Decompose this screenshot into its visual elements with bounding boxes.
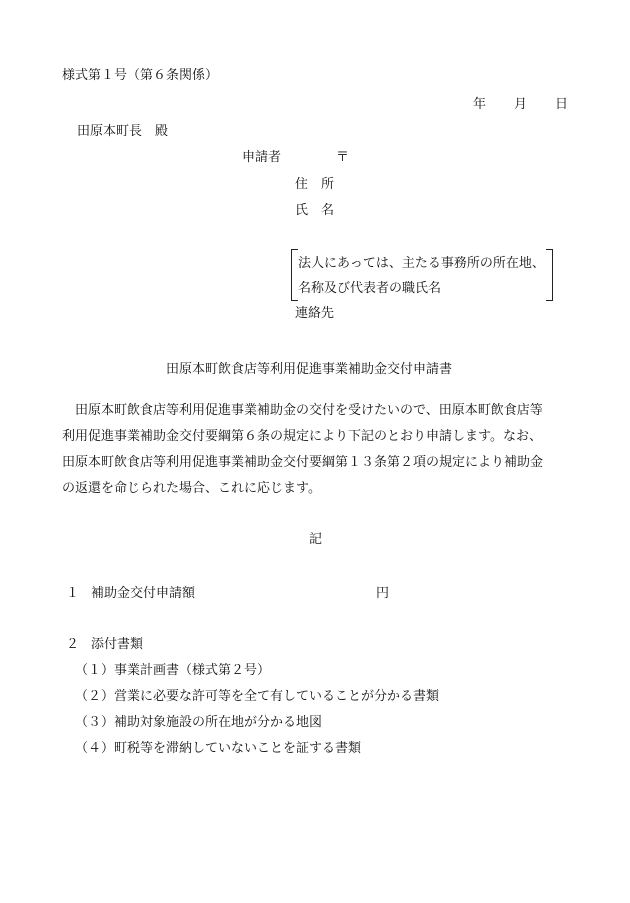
item-2-number: ２: [66, 637, 80, 652]
corp-note-line-1: 法人にあっては、主たる事務所の所在地、: [298, 256, 545, 271]
corp-note-line-2: 名称及び代表者の職氏名: [298, 281, 442, 296]
body-line: 利用促進事業補助金交付要綱第６条の規定により下記のとおり申請します。なお、: [62, 429, 542, 444]
body-line: 田原本町飲食店等利用促進事業補助金交付要綱第１３条第２項の規定により補助金: [62, 455, 544, 470]
ki-heading: 記: [309, 532, 323, 547]
item-1-unit: 円: [376, 586, 390, 601]
body-paragraph: [62, 403, 582, 503]
corp-note-left-bracket: [291, 249, 298, 301]
item-1-label: 補助金交付申請額: [91, 586, 196, 601]
item-2-label: 添付書類: [91, 637, 144, 652]
date-year-label: 年: [473, 97, 487, 112]
document-title: 田原本町飲食店等利用促進事業補助金交付申請書: [166, 362, 453, 377]
attachment-item: （２）営業に必要な許可等を全て有していることが分かる書類: [75, 689, 440, 704]
address-label: 住 所: [295, 177, 335, 192]
attachment-item: （４）町税等を滞納していないことを証する書類: [75, 741, 362, 756]
postal-mark: 〒: [336, 150, 350, 165]
body-line: の返還を命じられた場合、これに応じます。: [62, 481, 321, 496]
corp-note-right-bracket: [546, 249, 553, 301]
item-1-number: １: [66, 586, 80, 601]
form-number: 様式第１号（第６条関係）: [62, 68, 219, 83]
name-label: 氏 名: [295, 203, 335, 218]
date-month-label: 月: [514, 97, 528, 112]
applicant-label: 申請者: [242, 150, 282, 165]
attachment-item: （３）補助対象施設の所在地が分かる地図: [75, 715, 323, 730]
attachment-item: （１）事業計画書（様式第２号）: [75, 663, 271, 678]
date-day-label: 日: [555, 97, 569, 112]
body-line: 田原本町飲食店等利用促進事業補助金の交付を受けたいので、田原本町飲食店等: [62, 403, 543, 418]
addressee: 田原本町長 殿: [77, 124, 169, 139]
contact-label: 連絡先: [295, 306, 335, 321]
